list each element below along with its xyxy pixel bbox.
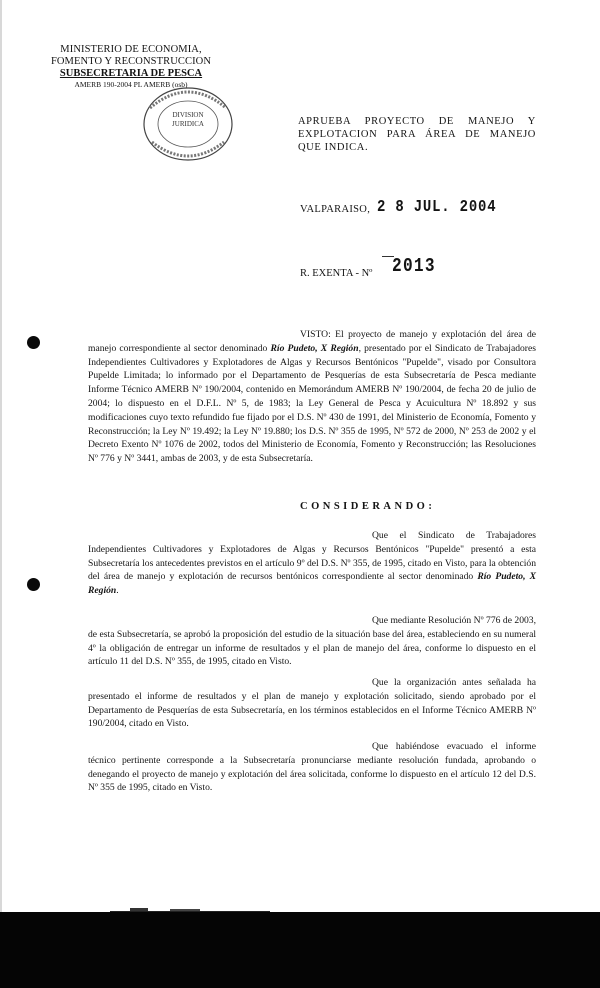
punch-hole bbox=[27, 336, 40, 349]
visto-place: Río Pudeto, X Región bbox=[270, 342, 359, 354]
stamp-arc-top bbox=[150, 92, 226, 108]
header-line-1: MINISTERIO DE ECONOMIA, bbox=[60, 44, 202, 55]
header-line-3: SUBSECRETARIA DE PESCA bbox=[59, 68, 203, 79]
scan-bottom-border bbox=[0, 912, 600, 988]
visto-paragraph bbox=[88, 328, 536, 466]
document-title: APRUEBA PROYECTO DE MANEJO Y EXPLOTACION PARA ÁREA DE MANEJO QUE INDICA. bbox=[298, 116, 536, 153]
stamp-line-1: DIVISION bbox=[172, 111, 204, 119]
visto-label: VISTO: bbox=[300, 329, 331, 340]
punch-hole bbox=[27, 578, 40, 591]
visto-text-cont: , presentado por el Sindicato de Trabajadores Independientes Cultivadores y Explotadores de Algas y Recursos Bentónicos "Pupelde", visado por Consultora Pupelde Limitada; lo informado por el Departamento de Pesquerías de esta Subsecretaría de Pesca mediante Informe Técnico AMERB Nº 190/2004, contenido en Memorándum AMERB Nº 190/2004, de fecha 20 de julio de 2004; lo dispuesto en el D.F.L. Nº 5, de 1983; la Ley General de Pesca y Acuicultura Nº 18.892 y sus modificaciones cuyo texto refundido fue fijado por el D.S. Nº 430 de 1991, del Ministerio de Economía, Fomento y Reconstrucción; la Ley Nº 19.492; la Ley Nº 19.880; los D.S. Nº 355 de 1995, Nº 572 de 2000, Nº 253 de 2002 y el Decreto Exento Nº 1076 de 2002, todos del Ministerio de Economía, Fomento y Reconstrucción; las Resoluciones Nº 776 y Nº 3441, ambas de 2003, y de esta Subsecretaría. bbox=[88, 342, 536, 465]
considerando-paragraph-3: Que la organización antes señalada ha presentado el informe de resultados y el plan de manejo y explotación solicitado, siendo aprobado por el Departamento de Pesquerías de esta Subsecretaría, en los términos establecidos en el Informe Técnico AMERB Nº 190/2004, citado en Visto. bbox=[88, 677, 536, 730]
stamp-line-2: JURIDICA bbox=[172, 120, 204, 128]
resolution-label: R. EXENTA - Nº bbox=[300, 268, 373, 279]
resolution-number: 2013 bbox=[392, 255, 436, 277]
date-stamp: 2 8 JUL. 2004 bbox=[377, 198, 497, 217]
resolution-line bbox=[300, 255, 436, 279]
division-juridica-stamp bbox=[130, 78, 240, 166]
p1-end: . bbox=[116, 585, 119, 597]
considerando-paragraph-1 bbox=[88, 529, 536, 598]
considerando-paragraph-2: Que mediante Resolución Nº 776 de 2003, de esta Subsecretaría, se aprobó la proposición del estudio de la situación base del área, estableciendo en su numeral 4º la obligación de entregar un informe de resultados y el plan de manejo del área, conforme lo dispuesto en el artículo 11 del D.S. Nº 355, de 1995, citado en Visto. bbox=[88, 615, 536, 668]
considerando-paragraph-4: Que habiéndose evacuado el informe técnico pertinente corresponde a la Subsecretaría pronunciarse mediante resolución fundada, aprobando o denegando el proyecto de manejo y explotación del área solicitada, conforme lo dispuesto en el artículo 12 del D.S. Nº 355 de 1995, citado en Visto. bbox=[88, 741, 536, 794]
p1-text: Que el Sindicato de Trabajadores Independientes Cultivadores y Explotadores de Algas y Recursos Bentónicos "Pupelde" presentó a esta Subsecretaría los antecedentes previstos en el artículo 9º del D.S. Nº 355, de 1995, citado en Visto, para la obtención del área de manejo y explotación de recursos bentónicos correspondiente al sector denominado bbox=[88, 530, 536, 583]
header-line-2: FOMENTO Y RECONSTRUCCION bbox=[50, 56, 212, 67]
place-date bbox=[300, 198, 497, 217]
scan-edge bbox=[0, 0, 2, 912]
p1-place: Río Pudeto, X Región bbox=[88, 571, 536, 597]
header-reference: AMERB 190-2004 PL AMERB (osb) bbox=[74, 80, 188, 89]
visto-text: El proyecto de manejo y explotación del área de manejo correspondiente al sector denominado bbox=[88, 329, 536, 354]
considerando-heading: CONSIDERANDO: bbox=[300, 501, 436, 512]
city: VALPARAISO, bbox=[300, 204, 371, 215]
